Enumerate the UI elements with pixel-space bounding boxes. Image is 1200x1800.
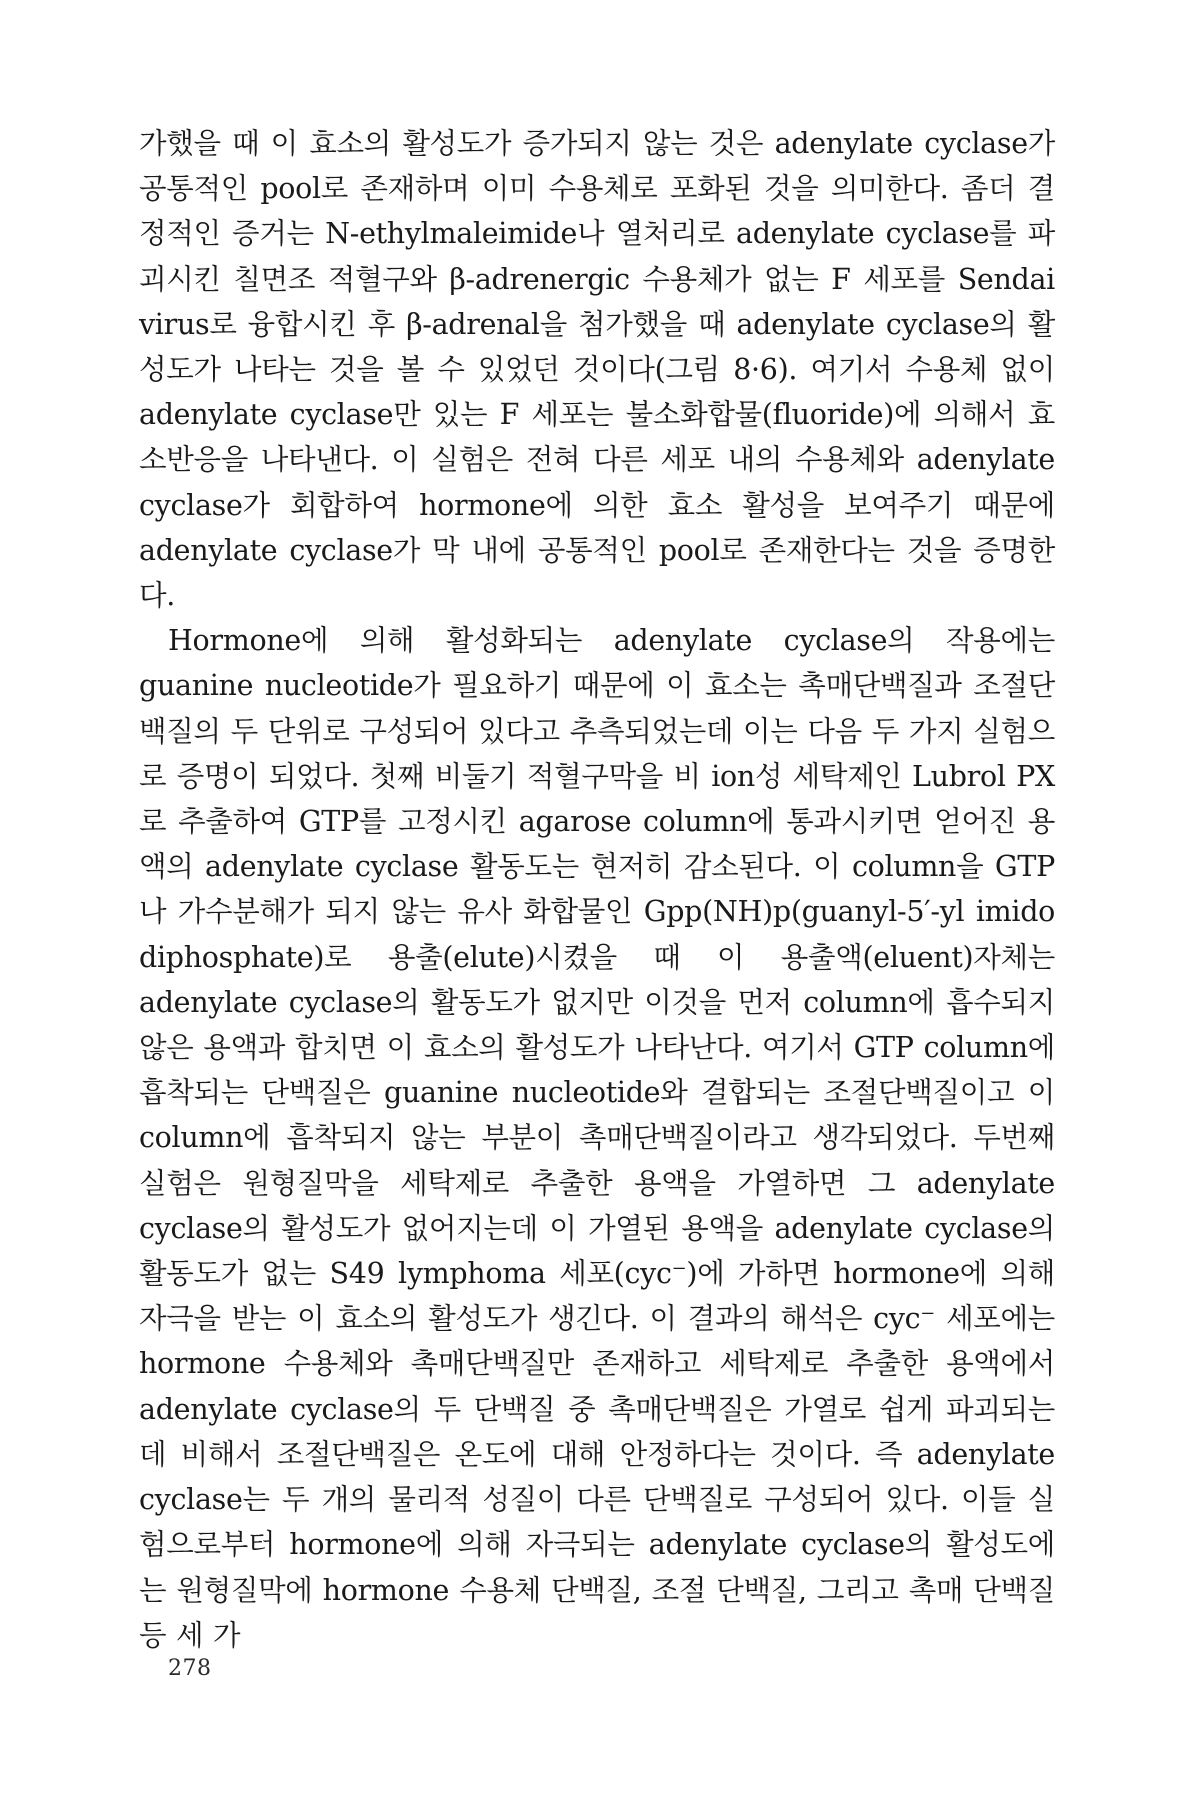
paragraph-2: Hormone에 의해 활성화되는 adenylate cyclase의 작용에는 guanine nucleotide가 필요하기 때문에 이 효소는 촉매단백질과 조절단백질의 두 단위로 구성되어 있다고 추측되었는데 이는 다음 두 가지 실험으로 증명이 되었다. 첫째 비둘기 적혈구막을 비 ion성 세탁제인 Lubrol PX로 추출하여 GTP를 고정시킨 agarose column에 통과시키면 얻어진 용액의 adenylate cyclase 활동도는 현저히 감소된다. 이 column을 GTP나 가수분해가 되지 않는 유사 화합물인 Gpp(NH)p(guanyl-5′-yl imido diphosphate)로 용출(elute)시켰을 때 이 용출액(eluent)자체는 adenylate cyclase의 활동도가 없지만 이것을 먼저 column에 흡수되지 않은 용액과 합치면 이 효소의 활성도가 나타난다. 여기서 GTP column에 흡착되는 단백질은 guanine nucleotide와 결합되는 조절단백질이고 이 column에 흡착되지 않는 부분이 촉매단백질이라고 생각되었다. 두번째 실험은 원형질막을 세탁제로 추출한 용액을 가열하면 그 adenylate cyclase의 활성도가 없어지는데 이 가열된 용액을 adenylate cyclase의 활동도가 없는 S49 lymphoma 세포(cyc⁻)에 가하면 hormone에 의해 자극을 받는 이 효소의 활성도가 생긴다. 이 결과의 해석은 cyc⁻ 세포에는 hormone 수용체와 촉매단백질만 존재하고 세탁제로 추출한 용액에서 adenylate cyclase의 두 단백질 중 촉매단백질은 가열로 쉽게 파괴되는 데 비해서 조절단백질은 온도에 대해 안정하다는 것이다. 즉 adenylate cyclase는 두 개의 물리적 성질이 다른 단백질로 구성되어 있다. 이들 실험으로부터 hormone에 의해 자극되는 adenylate cyclase의 활성도에는 원형질막에 hormone 수용체 단백질, 조절 단백질, 그리고 촉매 단백질 등 세 가 (139, 624, 1055, 1652)
body-text (139, 121, 1055, 1658)
page-number: 278 (168, 1656, 212, 1681)
paragraph-1: 가했을 때 이 효소의 활성도가 증가되지 않는 것은 adenylate cyclase가 공통적인 pool로 존재하며 이미 수용체로 포화된 것을 의미한다. 좀더 결정적인 증거는 N-ethylmaleimide나 열처리로 adenylate cyclase를 파괴시킨 칠면조 적혈구와 β-adrenergic 수용체가 없는 F 세포를 Sendai virus로 융합시킨 후 β-adrenal을 첨가했을 때 adenylate cyclase의 활성도가 나타는 것을 볼 수 있었던 것이다(그림 8·6). 여기서 수용체 없이 adenylate cyclase만 있는 F 세포는 불소화합물(fluoride)에 의해서 효소반응을 나타낸다. 이 실험은 전혀 다른 세포 내의 수용체와 adenylate cyclase가 회합하여 hormone에 의한 효소 활성을 보여주기 때문에 adenylate cyclase가 막 내에 공통적인 pool로 존재한다는 것을 증명한다. (139, 127, 1055, 613)
